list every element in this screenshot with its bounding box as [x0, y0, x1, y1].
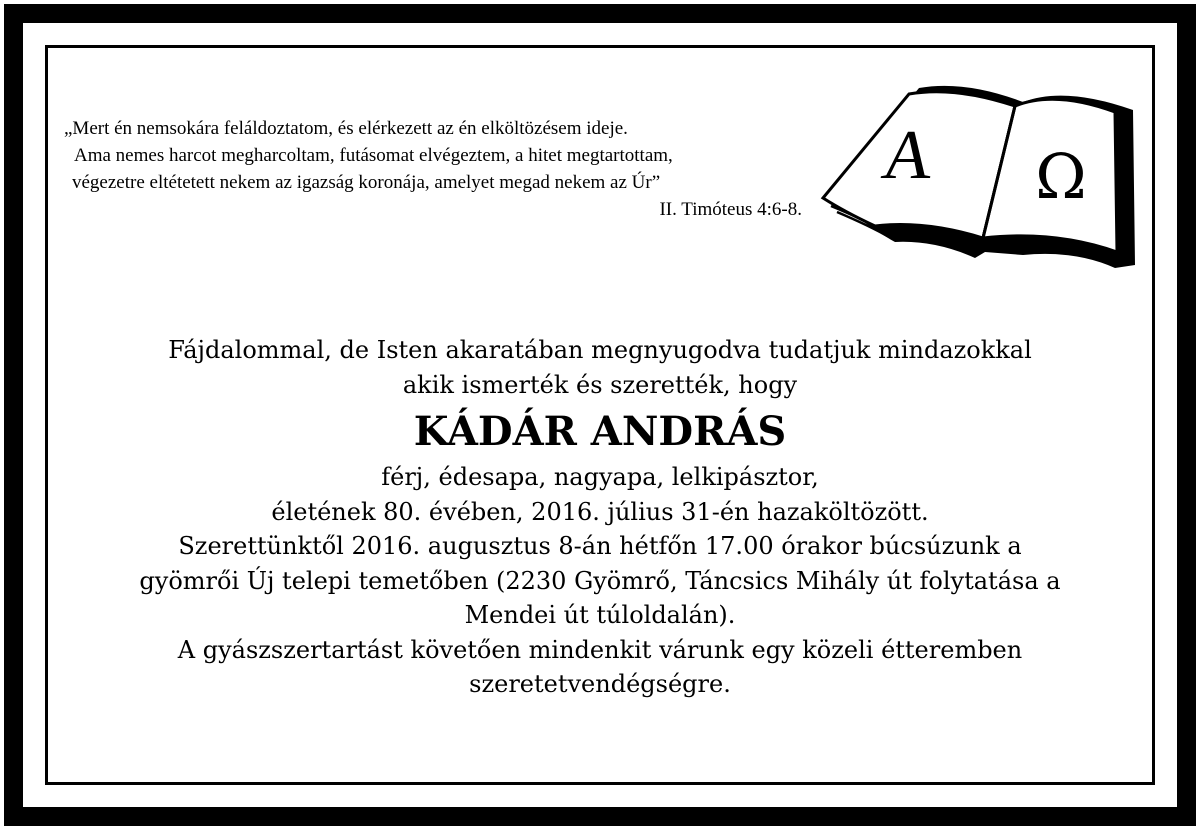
quote-line-3: végezetre eltétetett nekem az igazság koronája, amelyet megad nekem az Úr” [72, 172, 661, 193]
funeral-line-2: gyömrői Új telepi temetőben (2230 Gyömrő, Táncsics Mihály út folytatása a [139, 566, 1061, 595]
deceased-name: KÁDÁR ANDRÁS [413, 408, 787, 455]
alpha-letter: A [877, 116, 940, 194]
omega-letter: Ω [1035, 140, 1087, 213]
roles-line: férj, édesapa, nagyapa, lelkipásztor, [381, 463, 819, 491]
reception-line-1: A gyászszertartást követően mindenkit várunk egy közeli étteremben [177, 635, 1023, 664]
quote-line-2: Ama nemes harcot megharcoltam, futásomat elvégeztem, a hitet megtartottam, [74, 145, 673, 166]
quote-line-1: „Mert én nemsokára feláldoztatom, és elérkezett az én elköltözésem ideje. [64, 118, 628, 139]
intro-line-1: Fájdalommal, de Isten akaratában megnyugodva tudatjuk mindazokkal [168, 336, 1032, 364]
intro-line-2: akik ismerték és szerették, hogy [402, 370, 798, 399]
quote-reference: II. Timóteus 4:6-8. [659, 199, 802, 220]
death-line: életének 80. évében, 2016. július 31-én hazaköltözött. [271, 497, 929, 526]
funeral-line-1: Szerettünktől 2016. augusztus 8-án hétfőn 17.00 órakor búcsúzunk a [178, 532, 1022, 560]
open-bible-icon [815, 80, 1135, 280]
reception-line-2: szeretetvendégségre. [469, 670, 731, 698]
funeral-line-3: Mendei út túloldalán). [464, 601, 736, 629]
bible-quote [60, 115, 860, 223]
announcement [100, 333, 1100, 702]
